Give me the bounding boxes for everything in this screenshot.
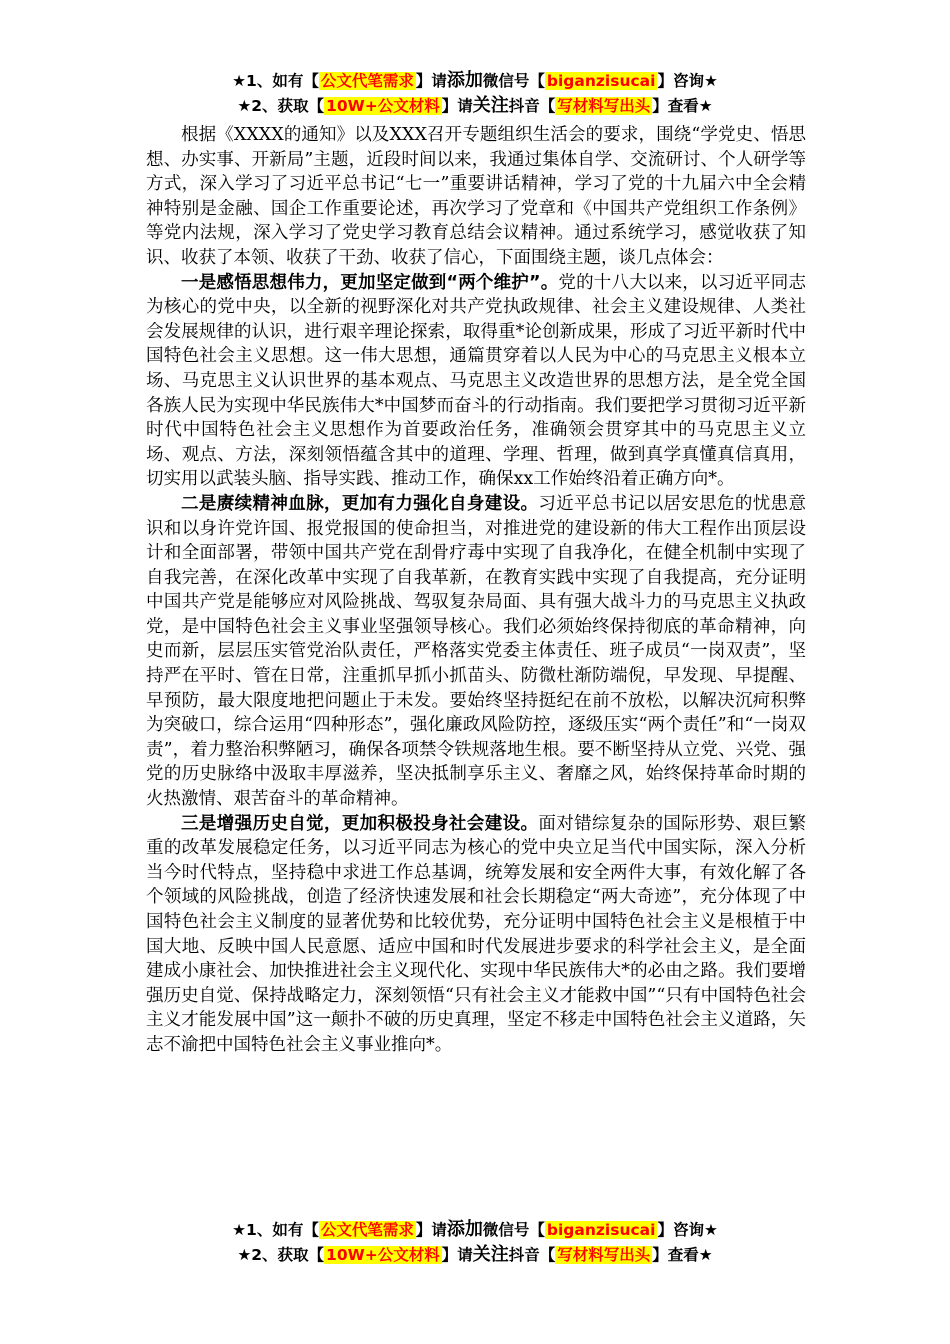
douyin-account: 写材料写出头 [557,97,651,115]
highlight-text: 10W+公文材料 [326,97,440,115]
top-banner-line-1: ★1、如有【 公文代笔需求 】请添加微信号【 biganzisucai 】咨询★ [232,70,718,91]
section-2: 二是赓续精神血脉，更加有力强化自身建设。习近平总书记以居安思危的忧患意识和以身许党许国、报党报国的使命担当，对推进党的建设新的伟大工程作出顶层设计和全面部署，带领中国共产党在刮骨疗毒中实现了自我净化，在健全机制中实现了自我完善，在深化改革中实现了自我革新，在教育实践中实现了自我提高，充分证明中国共产党是能够应对风险挑战、驾驭复杂局面、具有强大战斗力的马克思主义执政党，是中国特色社会主义事业坚强领导核心。我们必须始终保持彻底的革命精神，向史而新，层层压实管党治队责任，严格落实党委主体责任、班子成员“一岗双责”，坚持严在平时、管在日常，注重抓早抓小抓苗头、防微杜渐防端倪，早发现、早提醒、早预防，最大限度地把问题止于未发。要始终坚持挺纪在前不放松，以解决沉疴积弊为突破口，综合运用“四种形态”，强化廉政风险防控，逐级压实“两个责任”和“一岗双责”，着力整治积弊陋习，确保各项禁令铁规落地生根。要不断坚持从立党、兴党、强党的历史脉络中汲取丰厚滋养，坚决抵制享乐主义、奢靡之风，始终保持革命时期的火热激情、艰苦奋斗的革命精神。 [146,493,807,810]
star-icon: ★ [237,1246,252,1264]
section-1: 一是感悟思想伟力，更加坚定做到“两个维护”。党的十八大以来，以习近平同志为核心的党中央，以全新的视野深化对共产党执政规律、社会主义建设规律、人类社会发展规律的认识，进行艰辛理论探索，取得重*论创新成果，形成了习近平新时代中国特色社会主义思想。这一伟大思想，通篇贯穿着以人民为中心的马克思主义根本立场、马克思主义认识世界的基本观点、马克思主义改造世界的思想方法，是全党全国各族人民为实现中华民族伟大*中国梦而奋斗的行动指南。我们要把学习贯彻习近平新时代中国特色社会主义思想作为首要政治任务，准确领会贯穿其中的马克思主义立场、观点、方法，深刻领悟蕴含其中的道理、学理、哲理，做到真学真懂真信真用，切实用以武装头脑、指导实践、推动工作，确保xx工作始终沿着正确方向*。 [146,272,806,490]
intro-paragraph: 根据《XXXX的通知》以及XXX召开专题组织生活会的要求，围绕“学党史、悟思想、办实事、开新局”主题，近段时间以来，我通过集体自学、交流研讨、个人研学等方式，深入学习了习近平总书记“七一”重要讲话精神，学习了党的十九届六中全会精神特别是金融、国企工作重要论述，再次学习了党章和《中国共产党组织工作条例》等党内法规，深入学习了党史学习教育总结会议精神。通过系统学习，感觉收获了知识、收获了本领、收获了干劲、收获了信心，下面围绕主题，谈几点体会： [146,125,806,268]
section-3-heading: 三是增强历史自觉，更加积极投身社会建设。 [181,813,539,834]
bottom-banner-line-1: ★1、如有【 公文代笔需求 】请添加微信号【 biganzisucai 】咨询★ [232,1219,718,1240]
highlight-text: 公文代笔需求 [320,1221,414,1239]
section-3: 三是增强历史自觉，更加积极投身社会建设。面对错综复杂的国际形势、艰巨繁重的改革发展稳定任务，以习近平同志为核心的党中央立足当代中国实际，深入分析当今时代特点，坚持稳中求进工作总基调，统筹发展和安全两件大事，有效化解了各个领域的风险挑战，创造了经济快速发展和社会长期稳定“两大奇迹”，充分体现了中国特色社会主义制度的显著优势和比较优势，充分证明中国特色社会主义是根植于中国大地、反映中国人民意愿、适应中国和时代发展进步要求的科学社会主义，是全面建成小康社会、加快推进社会主义现代化、实现中华民族伟大*的必由之路。我们要增强历史自觉、保持战略定力，深刻领悟“只有社会主义才能救中国”“只有中国特色社会主义才能发展中国”这一颠扑不破的历史真理，坚定不移走中国特色社会主义道路，矢志不渝把中国特色社会主义事业推向*。 [146,813,807,1055]
douyin-account: 写材料写出头 [557,1246,651,1264]
top-banner-line-2: ★2、获取【 10W+公文材料 】请关注抖音【 写材料写出头 】查看★ [237,95,713,116]
wechat-id: biganzisucai [546,72,656,90]
star-icon: ★ [232,72,247,90]
star-icon: ★ [232,1221,247,1239]
highlight-text: 公文代笔需求 [320,72,414,90]
bottom-banner-line-2: ★2、获取【 10W+公文材料 】请关注抖音【 写材料写出头 】查看★ [237,1244,713,1265]
document-body [146,123,806,1058]
wechat-id: biganzisucai [546,1221,656,1239]
star-icon: ★ [237,97,252,115]
section-2-heading: 二是赓续精神血脉，更加有力强化自身建设。 [181,493,539,514]
section-1-heading: 一是感悟思想伟力，更加坚定做到“两个维护”。 [181,272,559,293]
highlight-text: 10W+公文材料 [326,1246,440,1264]
